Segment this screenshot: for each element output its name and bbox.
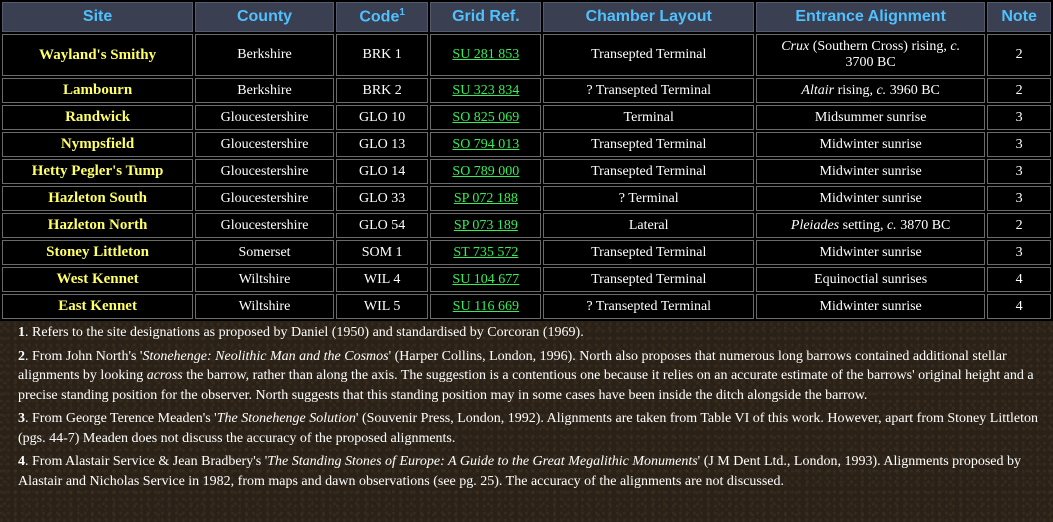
cell-county: Somerset [195, 240, 334, 265]
cell-note: 3 [987, 132, 1051, 157]
cell-county: Berkshire [195, 78, 334, 103]
footnote-text: the barrow, rather than along the axis. The suggestion is a contentious one because it relies on an accurate estimate of the barrows' original height and a precise standing position for the observer. North suggests that this standing position may in some cases have been inside the ditch alongside the barrow. [18, 368, 1034, 403]
cell-grid-ref [430, 213, 541, 238]
table-row [2, 267, 1051, 292]
cell-note: 2 [987, 34, 1051, 76]
cell-entrance: Equinoctial sunrises [756, 267, 985, 292]
cell-grid-ref [430, 186, 541, 211]
cell-note: 3 [987, 159, 1051, 184]
cell-note: 3 [987, 186, 1051, 211]
cell-code: SOM 1 [336, 240, 428, 265]
cell-note: 4 [987, 267, 1051, 292]
cell-code: BRK 1 [336, 34, 428, 76]
cell-site: Hazleton North [2, 213, 193, 238]
footnote-number: 3 [18, 411, 25, 426]
footnote-3 [18, 409, 1043, 448]
grid-ref-link[interactable]: ST 735 572 [453, 244, 519, 260]
cell-entrance [756, 34, 985, 76]
cell-code: GLO 10 [336, 105, 428, 130]
header-note: Note [987, 2, 1051, 32]
entrance-circa: c. [876, 82, 887, 98]
footnote-text: . Refers to the site designations as proposed by Daniel (1950) and standardised by Corcoran (1969). [25, 325, 584, 340]
header-code [336, 2, 428, 32]
header-entrance-alignment: Entrance Alignment [756, 2, 985, 32]
entrance-text: rising, [834, 82, 877, 98]
cell-code: BRK 2 [336, 78, 428, 103]
cell-note: 3 [987, 240, 1051, 265]
cell-county: Gloucestershire [195, 105, 334, 130]
grid-ref-link[interactable]: SU 104 677 [452, 271, 520, 287]
table-row [2, 213, 1051, 238]
cell-entrance: Midwinter sunrise [756, 294, 985, 319]
table-header-row [2, 2, 1051, 32]
grid-ref-link[interactable]: SO 794 013 [452, 136, 520, 152]
table-row [2, 132, 1051, 157]
cell-entrance: Midwinter sunrise [756, 132, 985, 157]
footnote-number: 2 [18, 348, 25, 364]
footnote-text: . From John North's ' [25, 348, 143, 364]
cell-site: East Kennet [2, 294, 193, 319]
footnote-text: ' (Souvenir Press, London, 1992). Alignments are taken from Table VI of this work. However, apart from Stoney Littleton (pgs. 44-7) Meaden does not discuss the accuracy of the proposed alignments. [18, 411, 1038, 446]
grid-ref-link[interactable]: SU 281 853 [452, 47, 520, 62]
grid-ref-link[interactable]: SU 116 669 [452, 298, 520, 314]
cell-code: GLO 33 [336, 186, 428, 211]
cell-note: 3 [987, 105, 1051, 130]
cell-county: Gloucestershire [195, 132, 334, 157]
table-row [2, 159, 1051, 184]
book-title: The Standing Stones of Europe: A Guide to the Great Megalithic Monuments [267, 454, 698, 469]
cell-grid-ref [430, 159, 541, 184]
cell-layout: Transepted Terminal [543, 267, 754, 292]
cell-layout: ? Transepted Terminal [543, 294, 754, 319]
cell-layout: ? Transepted Terminal [543, 78, 754, 103]
cell-entrance: Midsummer sunrise [756, 105, 985, 130]
cell-site: Randwick [2, 105, 193, 130]
cell-site: Wayland's Smithy [2, 34, 193, 76]
cell-layout: Transepted Terminal [543, 240, 754, 265]
footnote-text: ' (J M Dent Ltd., London, 1993). Alignments proposed by Alastair and Nicholas Service in 1982, from maps and dawn observations (see pg. 25). The accuracy of the alignments are not discussed. [18, 454, 1022, 489]
book-title: The Stonehenge Solution [216, 411, 356, 426]
cell-code: GLO 13 [336, 132, 428, 157]
cell-site: Nympsfield [2, 132, 193, 157]
cell-entrance: Midwinter sunrise [756, 159, 985, 184]
entrance-date: 3870 BC [896, 217, 951, 233]
header-chamber-layout: Chamber Layout [543, 2, 754, 32]
cell-county: Wiltshire [195, 267, 334, 292]
cell-county: Berkshire [195, 34, 334, 76]
cell-site: Lambourn [2, 78, 193, 103]
cell-layout: Transepted Terminal [543, 159, 754, 184]
footnote-text: . From George Terence Meaden's ' [25, 411, 217, 426]
cell-code: GLO 54 [336, 213, 428, 238]
entrance-star-name: Altair [801, 82, 835, 98]
grid-ref-link[interactable]: SP 072 188 [453, 190, 518, 206]
cell-note: 4 [987, 294, 1051, 319]
grid-ref-link[interactable]: SU 323 834 [452, 82, 520, 98]
table-row [2, 240, 1051, 265]
grid-ref-link[interactable]: SP 073 189 [453, 217, 518, 233]
cell-note: 2 [987, 78, 1051, 103]
cell-entrance [756, 78, 985, 103]
cell-grid-ref [430, 78, 541, 103]
header-grid-ref: Grid Ref. [430, 2, 541, 32]
cell-code: WIL 4 [336, 267, 428, 292]
entrance-text: setting, [839, 217, 887, 233]
emphasis: across [146, 368, 183, 383]
cell-county: Gloucestershire [195, 213, 334, 238]
cell-site: Hetty Pegler's Tump [2, 159, 193, 184]
table-row [2, 78, 1051, 103]
cell-grid-ref [430, 240, 541, 265]
header-code-footnote: 1 [399, 7, 405, 19]
grid-ref-link[interactable]: SO 825 069 [452, 109, 520, 125]
footnote-number: 1 [18, 325, 25, 340]
cell-entrance [756, 213, 985, 238]
footnote-text: ' (Harper Collins, London, 1996). North also proposes that numerous long barrows contained additional stellar alignments by looking [18, 348, 1007, 383]
footnotes [18, 323, 1043, 495]
cell-code: WIL 5 [336, 294, 428, 319]
footnote-number: 4 [18, 454, 25, 469]
cell-county: Gloucestershire [195, 159, 334, 184]
cell-layout: ? Terminal [543, 186, 754, 211]
cell-county: Gloucestershire [195, 186, 334, 211]
cell-county: Wiltshire [195, 294, 334, 319]
cell-layout: Terminal [543, 105, 754, 130]
entrance-date: 3700 BC [845, 55, 896, 70]
cell-grid-ref [430, 267, 541, 292]
cell-layout: Transepted Terminal [543, 132, 754, 157]
footnote-text: . From Alastair Service & Jean Bradbery's ' [25, 454, 268, 469]
entrance-circa: c. [886, 217, 897, 233]
cell-layout: Lateral [543, 213, 754, 238]
header-county: County [195, 2, 334, 32]
cell-grid-ref [430, 105, 541, 130]
cell-site: Hazleton South [2, 186, 193, 211]
table-row [2, 34, 1051, 76]
footnote-1 [18, 323, 1043, 343]
book-title: Stonehenge: Neolithic Man and the Cosmos [142, 348, 389, 364]
grid-ref-link[interactable]: SO 789 000 [452, 163, 520, 179]
cell-site: Stoney Littleton [2, 240, 193, 265]
cell-code: GLO 14 [336, 159, 428, 184]
footnote-2 [18, 347, 1043, 406]
header-code-label: Code [359, 8, 400, 26]
entrance-date: 3960 BC [886, 82, 940, 98]
cell-layout: Transepted Terminal [543, 34, 754, 76]
entrance-circa: c. [950, 39, 961, 54]
cell-grid-ref [430, 34, 541, 76]
table-row [2, 294, 1051, 319]
entrance-text: (Southern Cross) rising, [809, 39, 951, 54]
cell-entrance: Midwinter sunrise [756, 186, 985, 211]
header-site: Site [2, 2, 193, 32]
table-row [2, 186, 1051, 211]
cell-note: 2 [987, 213, 1051, 238]
table-row [2, 105, 1051, 130]
cell-grid-ref [430, 132, 541, 157]
footnote-4 [18, 452, 1043, 491]
entrance-star-name: Pleiades [790, 217, 840, 233]
entrance-star-name: Crux [781, 39, 810, 54]
cell-grid-ref [430, 294, 541, 319]
cell-site: West Kennet [2, 267, 193, 292]
cell-entrance: Midwinter sunrise [756, 240, 985, 265]
